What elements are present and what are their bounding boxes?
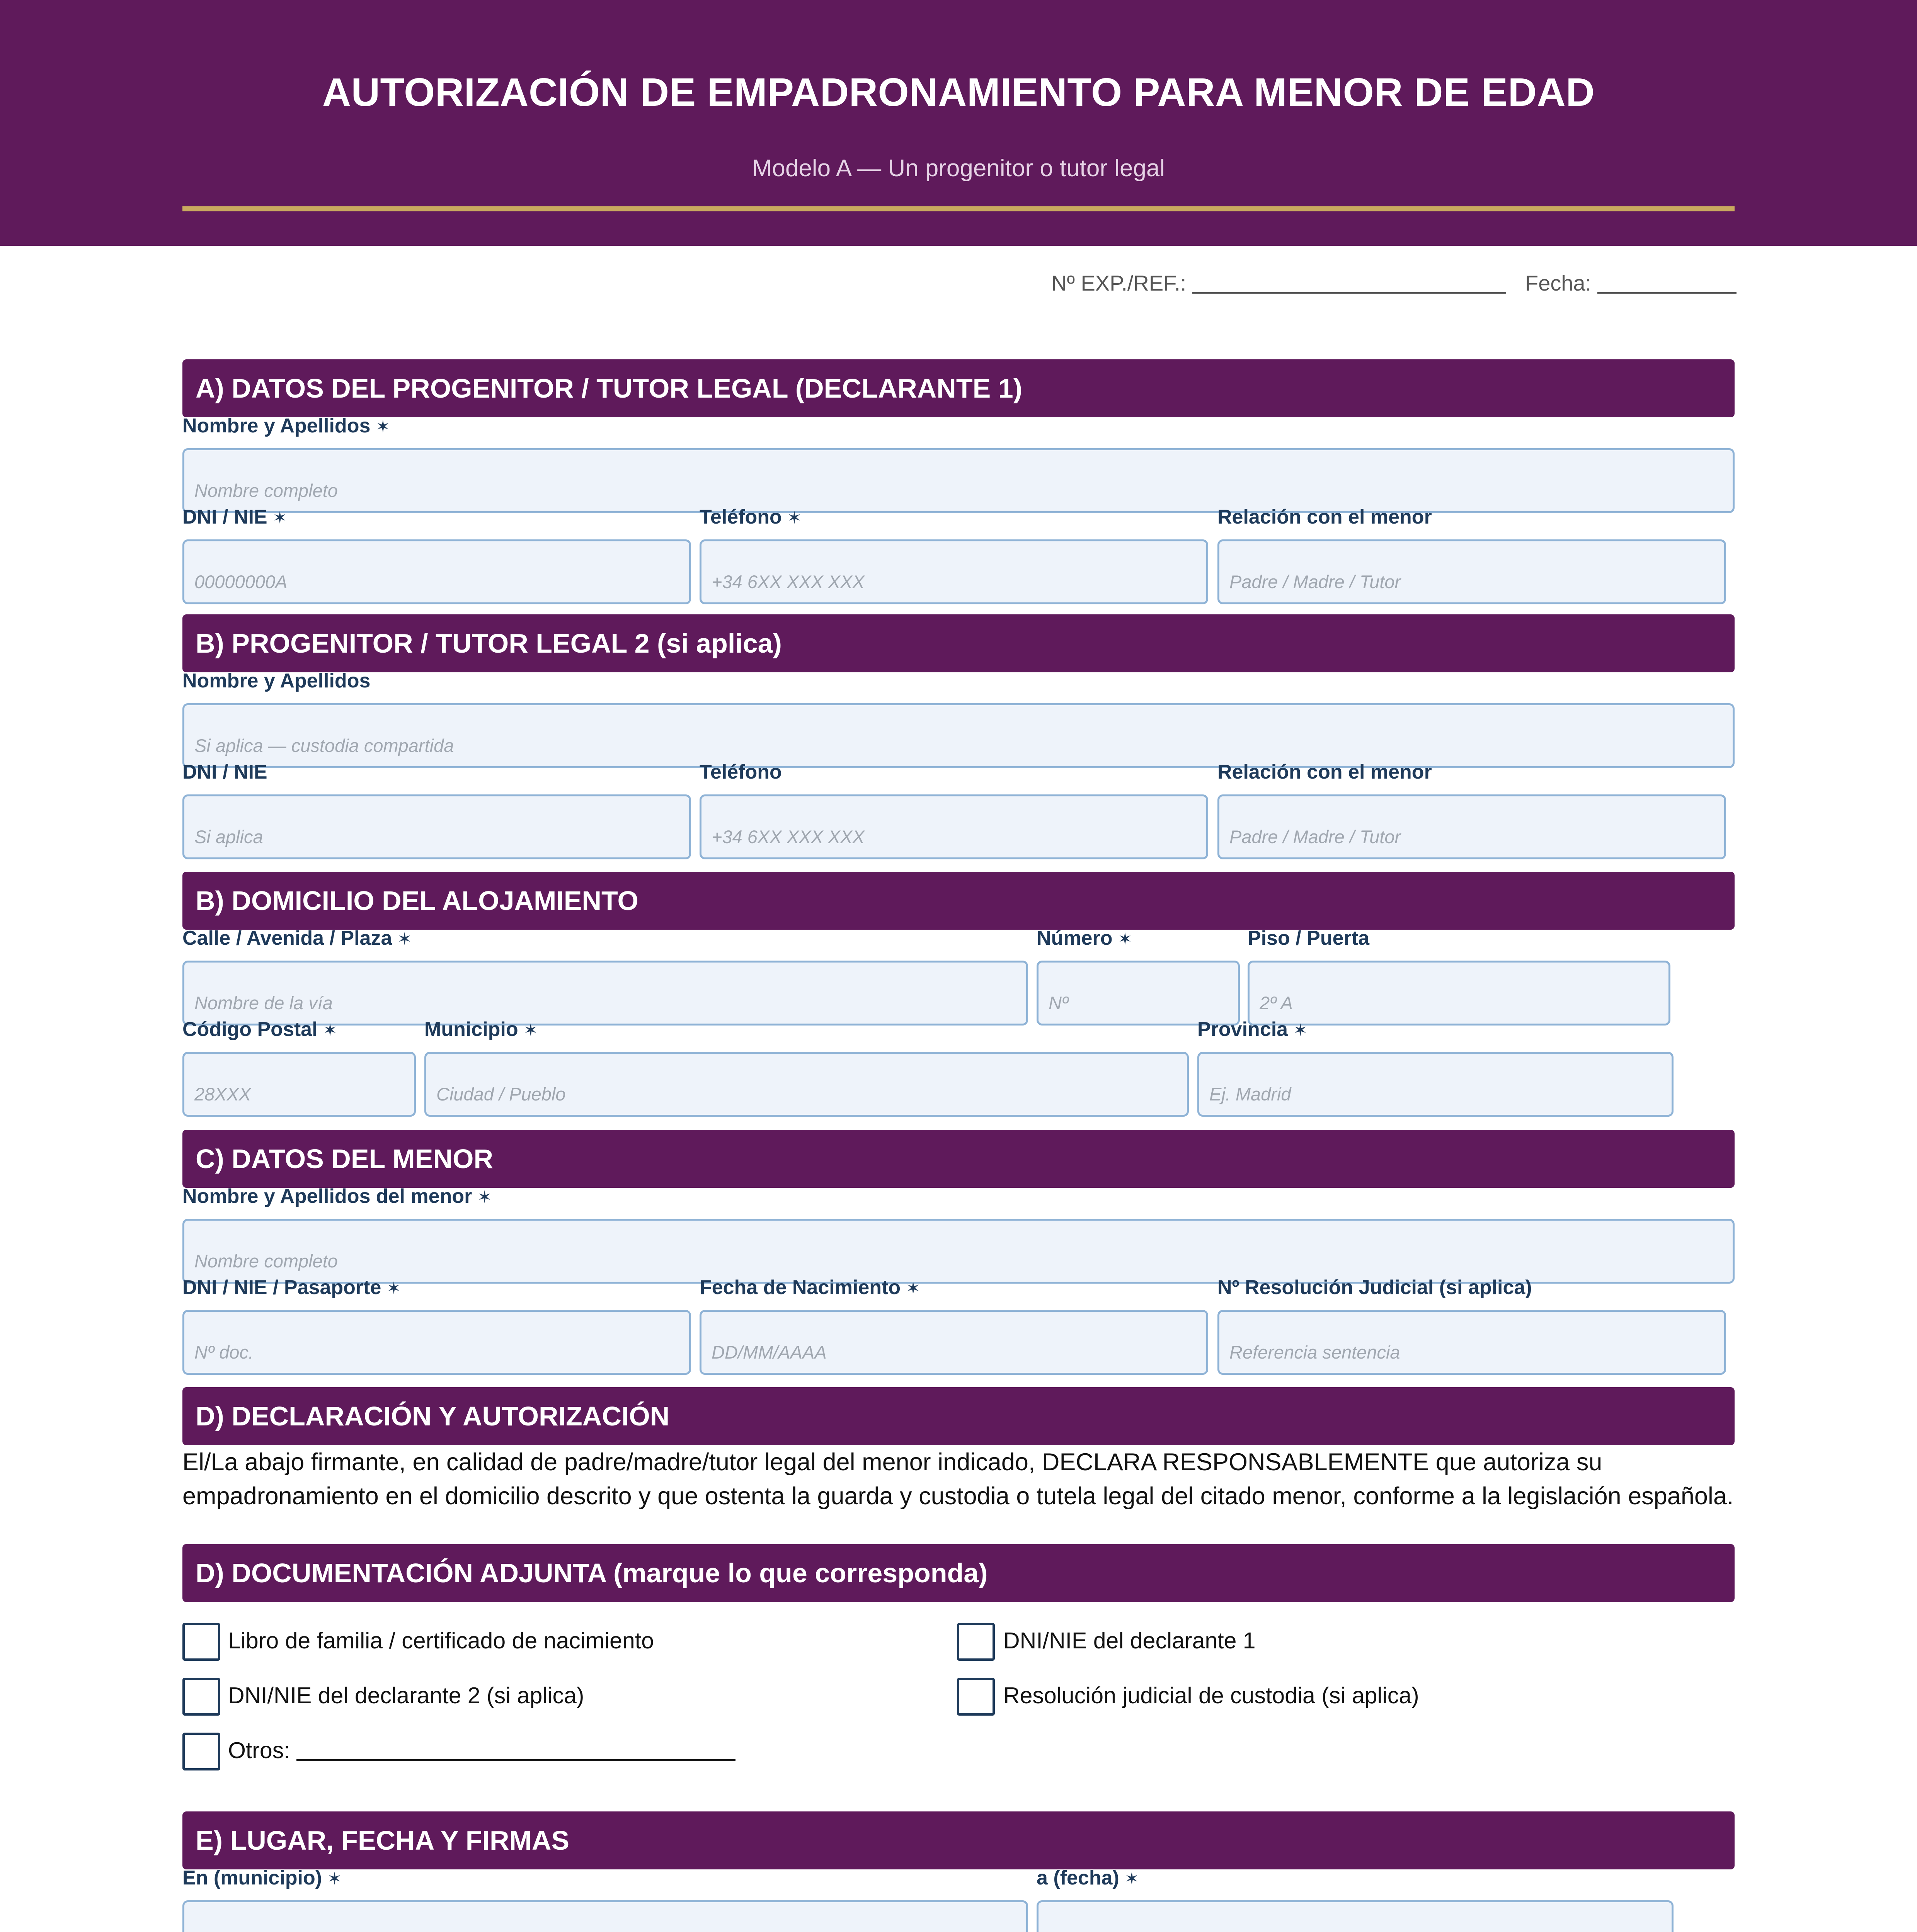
b1-name-input[interactable]	[182, 703, 1735, 768]
required-star-icon: ✶	[1124, 1869, 1139, 1888]
a-name-label: Nombre y Apellidos ✶	[182, 415, 390, 437]
required-star-icon: ✶	[1118, 930, 1132, 949]
resolution-label: Nº Resolución Judicial (si aplica)	[1217, 1276, 1532, 1299]
postal-input[interactable]	[182, 1052, 416, 1117]
required-star-icon: ✶	[323, 1021, 337, 1040]
b1-dni-placeholder: Si aplica	[194, 827, 263, 847]
city-label: Municipio ✶	[424, 1018, 538, 1041]
reference-date-line	[1597, 270, 1737, 294]
floor-label: Piso / Puerta	[1248, 927, 1369, 949]
document-title: AUTORIZACIÓN DE EMPADRONAMIENTO PARA MENOR DE EDAD	[322, 70, 1595, 114]
required-star-icon: ✶	[477, 1188, 492, 1207]
postal-placeholder: 28XXX	[194, 1084, 251, 1104]
a-phone-placeholder: +34 6XX XXX XXX	[712, 571, 865, 592]
section-b1-header: B) PROGENITOR / TUTOR LEGAL 2 (si aplica)	[182, 614, 1735, 672]
minor-doc-label: DNI / NIE / Pasaporte ✶	[182, 1276, 401, 1299]
required-star-icon: ✶	[1293, 1021, 1308, 1040]
date-label: a (fecha) ✶	[1037, 1867, 1139, 1889]
checkbox-dni-declarante-2[interactable]	[182, 1678, 220, 1716]
required-star-icon: ✶	[787, 509, 802, 527]
a-name-input[interactable]	[182, 448, 1735, 513]
otros-field[interactable]	[228, 1737, 735, 1764]
checkbox-label: DNI/NIE del declarante 2 (si aplica)	[228, 1683, 584, 1708]
date-input[interactable]	[1037, 1900, 1674, 1932]
document-subtitle: Modelo A — Un progenitor o tutor legal	[752, 155, 1165, 182]
minor-doc-placeholder: Nº doc.	[194, 1342, 254, 1362]
header-divider	[182, 206, 1735, 211]
number-placeholder: Nº	[1049, 993, 1069, 1013]
minor-birth-label: Fecha de Nacimiento ✶	[700, 1276, 921, 1299]
city-placeholder: Ciudad / Pueblo	[436, 1084, 566, 1104]
street-label: Calle / Avenida / Plaza ✶	[182, 927, 412, 949]
place-input[interactable]	[182, 1900, 1028, 1932]
section-d1-header: D) DECLARACIÓN Y AUTORIZACIÓN	[182, 1387, 1735, 1445]
exp-ref-label: Nº EXP./REF.:	[1051, 271, 1187, 295]
minor-birth-input[interactable]	[700, 1310, 1208, 1375]
checkbox-libro-familia[interactable]	[182, 1623, 220, 1661]
reference-date-label: Fecha:	[1525, 271, 1592, 295]
b1-phone-input[interactable]	[700, 794, 1208, 859]
b1-dni-input[interactable]	[182, 794, 691, 859]
section-d2-header: D) DOCUMENTACIÓN ADJUNTA (marque lo que corresponda)	[182, 1544, 1735, 1602]
b1-dni-label: DNI / NIE	[182, 761, 267, 783]
street-placeholder: Nombre de la vía	[194, 993, 333, 1013]
declaration-text: El/La abajo firmante, en calidad de padre/madre/tutor legal del menor indicado, DECLARA RESPONSABLEMENTE que autoriza su empadronamiento en el domicilio descrito y que ostenta la guarda y custodia o tutela legal del citado menor, conforme a la legislación española.	[182, 1449, 1734, 1510]
required-star-icon: ✶	[906, 1279, 921, 1298]
b1-phone-label: Teléfono	[700, 761, 782, 783]
required-star-icon: ✶	[272, 509, 287, 527]
checkbox-label: Resolución judicial de custodia (si aplica)	[1003, 1683, 1419, 1708]
section-e-header: E) LUGAR, FECHA Y FIRMAS	[182, 1811, 1735, 1869]
b1-relation-label: Relación con el menor	[1217, 761, 1432, 783]
place-label: En (municipio) ✶	[182, 1867, 342, 1889]
province-label: Provincia ✶	[1197, 1018, 1308, 1041]
b1-name-label: Nombre y Apellidos	[182, 670, 371, 692]
a-name-placeholder: Nombre completo	[194, 480, 338, 501]
number-label: Número ✶	[1037, 927, 1132, 949]
province-placeholder: Ej. Madrid	[1209, 1084, 1291, 1104]
section-b2-header: B) DOMICILIO DEL ALOJAMIENTO	[182, 872, 1735, 930]
b1-relation-input[interactable]	[1217, 794, 1726, 859]
checkbox-label: Otros:	[228, 1738, 290, 1763]
required-star-icon: ✶	[327, 1869, 342, 1888]
section-c-header: C) DATOS DEL MENOR	[182, 1130, 1735, 1188]
required-star-icon: ✶	[397, 930, 412, 949]
resolution-placeholder: Referencia sentencia	[1229, 1342, 1400, 1362]
required-star-icon: ✶	[386, 1279, 401, 1298]
checkbox-dni-declarante-1[interactable]	[957, 1623, 995, 1661]
number-input[interactable]	[1037, 961, 1240, 1026]
city-input[interactable]	[424, 1052, 1189, 1117]
otros-line	[296, 1738, 735, 1761]
required-star-icon: ✶	[523, 1021, 538, 1040]
section-a-header: A) DATOS DEL PROGENITOR / TUTOR LEGAL (DECLARANTE 1)	[182, 359, 1735, 417]
street-input[interactable]	[182, 961, 1028, 1026]
minor-name-input[interactable]	[182, 1219, 1735, 1284]
floor-input[interactable]	[1248, 961, 1670, 1026]
reference-date-field[interactable]	[1525, 270, 1737, 296]
minor-birth-placeholder: DD/MM/AAAA	[712, 1342, 827, 1362]
exp-ref-field[interactable]	[1051, 270, 1506, 296]
a-relation-input[interactable]	[1217, 539, 1726, 604]
minor-doc-input[interactable]	[182, 1310, 691, 1375]
minor-name-placeholder: Nombre completo	[194, 1251, 338, 1271]
a-relation-label: Relación con el menor	[1217, 506, 1432, 528]
checkbox-otros[interactable]	[182, 1733, 220, 1770]
b1-name-placeholder: Si aplica — custodia compartida	[194, 735, 454, 756]
b1-relation-placeholder: Padre / Madre / Tutor	[1229, 827, 1401, 847]
exp-ref-line	[1192, 270, 1506, 294]
a-dni-input[interactable]	[182, 539, 691, 604]
b1-phone-placeholder: +34 6XX XXX XXX	[712, 827, 865, 847]
a-dni-label: DNI / NIE ✶	[182, 506, 287, 528]
checkbox-label: Libro de familia / certificado de nacimiento	[228, 1628, 654, 1653]
a-phone-input[interactable]	[700, 539, 1208, 604]
province-input[interactable]	[1197, 1052, 1674, 1117]
required-star-icon: ✶	[376, 417, 390, 436]
checkbox-resolucion-judicial[interactable]	[957, 1678, 995, 1716]
minor-name-label: Nombre y Apellidos del menor ✶	[182, 1185, 492, 1208]
a-dni-placeholder: 00000000A	[194, 571, 288, 592]
a-phone-label: Teléfono ✶	[700, 506, 802, 528]
resolution-input[interactable]	[1217, 1310, 1726, 1375]
floor-placeholder: 2º A	[1260, 993, 1293, 1013]
checkbox-label: DNI/NIE del declarante 1	[1003, 1628, 1256, 1653]
postal-label: Código Postal ✶	[182, 1018, 337, 1041]
a-relation-placeholder: Padre / Madre / Tutor	[1229, 571, 1401, 592]
